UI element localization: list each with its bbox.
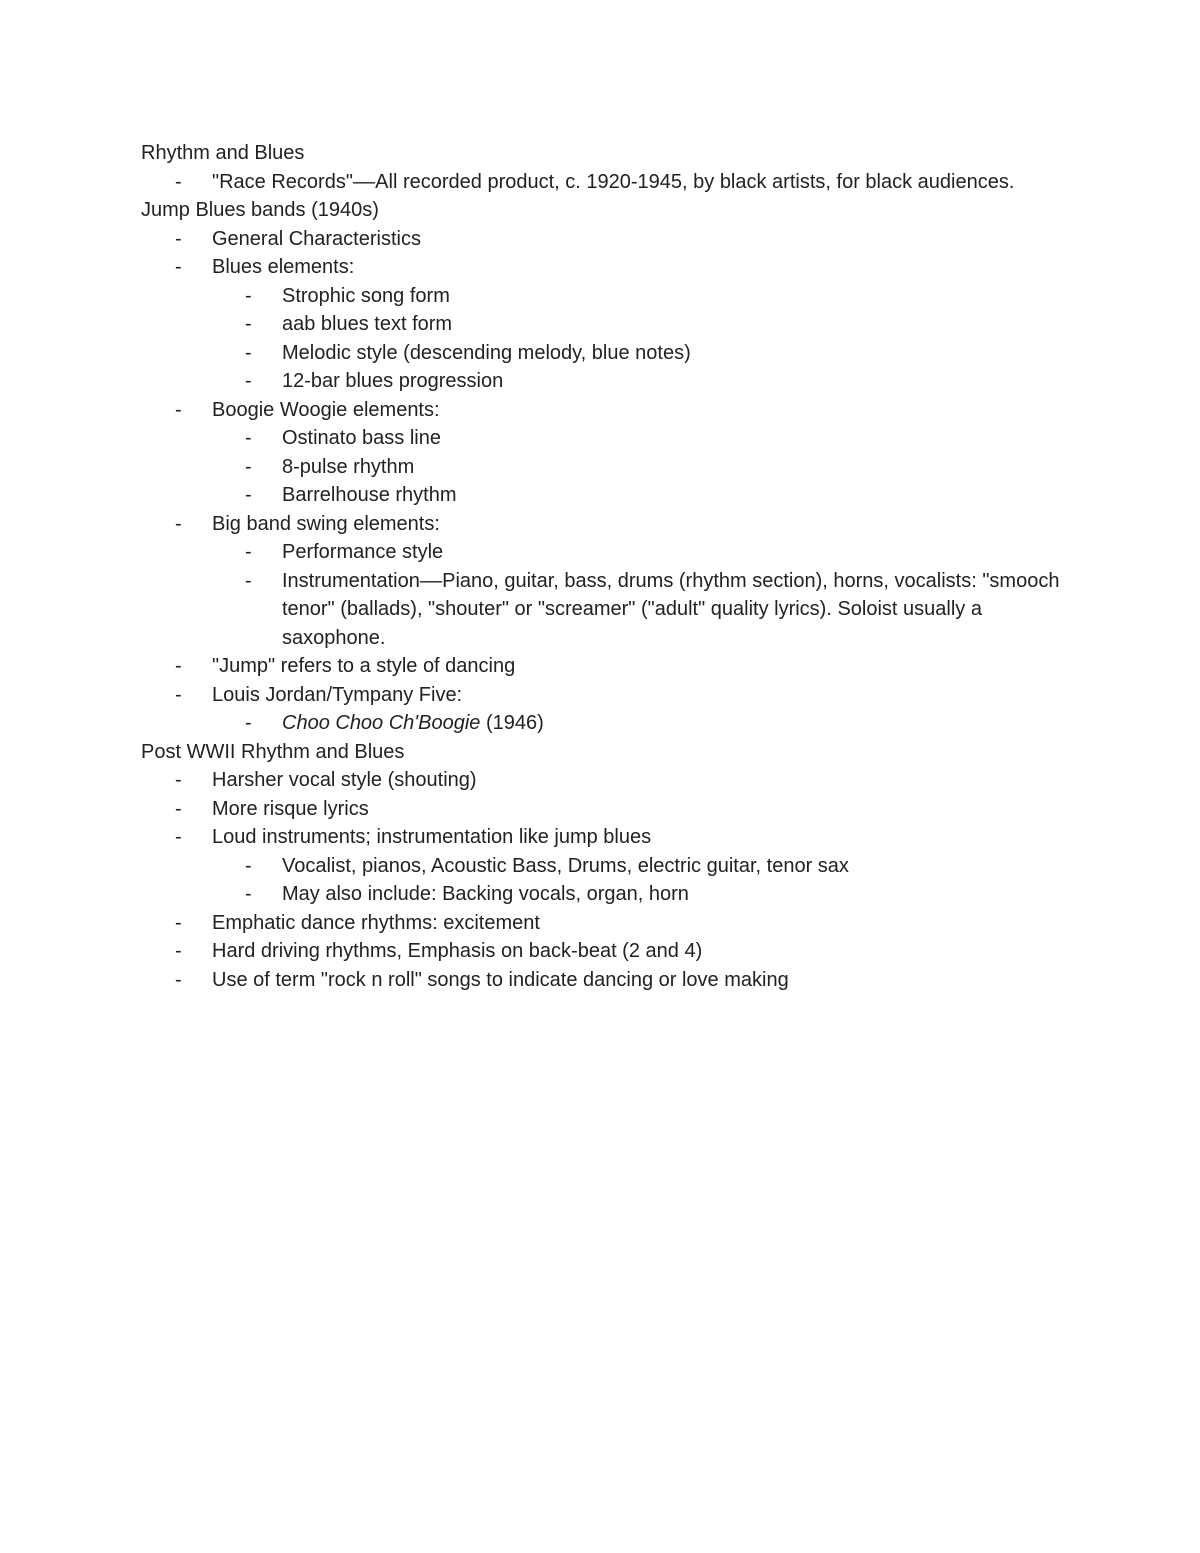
sub-bullet-list [141,282,1061,396]
list-item [141,396,1061,425]
dash-bullet-icon: - [175,940,182,962]
list-item [141,937,1061,966]
sub-list-item [141,852,1061,881]
list-item-text: Use of term "rock n roll" songs to indicate dancing or love making [212,968,789,991]
dash-bullet-icon: - [245,854,252,877]
sub-list-item-text: Instrumentation––Piano, guitar, bass, drums (rhythm section), horns, vocalists: "smooch tenor" (ballads), "shouter" or "screamer" ("adult" quality lyrics). Soloist usually a saxophone. [282,569,1060,649]
list-item [141,966,1061,995]
bullet-list [141,766,1061,994]
dash-bullet-icon: - [175,655,182,677]
list-item-text: "Jump" refers to a style of dancing [212,655,516,677]
list-item-text: Blues elements: [212,256,355,278]
dash-bullet-icon: - [245,455,252,478]
sub-list-item-text: Strophic song form [282,284,450,307]
dash-bullet-icon: - [245,541,252,563]
section-heading: Rhythm and Blues [141,142,305,164]
sub-list-item-text: aab blues text form [282,313,453,335]
sub-bullet-list [141,709,1061,738]
sub-list-item-text: Vocalist, pianos, Acoustic Bass, Drums, electric guitar, tenor sax [282,854,849,877]
section-post-wwii [141,738,1061,995]
dash-bullet-icon: - [245,883,252,905]
sub-list-item [141,481,1061,510]
sub-list-item-text: Melodic style (descending melody, blue notes) [282,341,691,364]
sub-bullet-list [141,424,1061,510]
bullet-list [141,225,1061,738]
sub-list-item-text: Barrelhouse rhythm [282,484,457,506]
list-item [141,168,1061,197]
dash-bullet-icon: - [245,569,252,592]
dash-bullet-icon: - [245,284,252,307]
list-item [141,795,1061,824]
list-item [141,510,1061,539]
dash-bullet-icon: - [175,256,182,278]
sub-list-item-text: 12-bar blues progression [282,370,504,392]
bullet-list [141,168,1061,197]
list-item-text: Emphatic dance rhythms: excitement [212,911,540,934]
list-item [141,253,1061,282]
dash-bullet-icon: - [175,769,182,791]
dash-bullet-icon: - [175,826,182,848]
sub-list-item-text: Performance style [282,541,444,563]
sublist-container [141,709,1061,738]
list-item-text: Louis Jordan/Tympany Five: [212,683,463,706]
dash-bullet-icon: - [175,398,182,421]
section-heading: Post WWII Rhythm and Blues [141,740,405,763]
sub-list-item [141,453,1061,482]
sub-list-item-text: Ostinato bass line [282,427,441,449]
dash-bullet-icon: - [245,484,252,506]
song-year: (1946) [480,712,544,734]
sublist-container [141,424,1061,510]
section-jump-blues [141,196,1061,738]
list-item [141,681,1061,710]
list-item-text: Big band swing elements: [212,512,440,535]
list-item [141,823,1061,852]
dash-bullet-icon: - [175,512,182,535]
dash-bullet-icon: - [245,370,252,392]
dash-bullet-icon: - [175,683,182,706]
sub-list-item [141,538,1061,567]
list-item-text: Loud instruments; instrumentation like jump blues [212,826,652,848]
sub-list-item [141,282,1061,311]
dash-bullet-icon: - [245,712,252,734]
list-item-text: Harsher vocal style (shouting) [212,769,477,791]
dash-bullet-icon: - [175,968,182,991]
sublist-container [141,538,1061,652]
section-rhythm-and-blues [141,139,1061,196]
document-page [141,139,1061,994]
section-heading: Jump Blues bands (1940s) [141,199,379,221]
list-item-text: More risque lyrics [212,797,369,820]
list-item [141,652,1061,681]
song-title: Choo Choo Ch'Boogie [282,712,481,734]
dash-bullet-icon: - [175,170,182,193]
list-item-text: "Race Records"––All recorded product, c. 1920-1945, by black artists, for black audiences. [212,170,1015,193]
sub-list-item-text: 8-pulse rhythm [282,455,415,478]
sub-list-item [141,880,1061,909]
sub-list-item-text: May also include: Backing vocals, organ, horn [282,883,689,905]
list-item-text: Boogie Woogie elements: [212,398,440,421]
sub-list-item [141,310,1061,339]
list-item [141,225,1061,254]
dash-bullet-icon: - [245,341,252,364]
sub-list-item [141,424,1061,453]
sub-list-item [141,367,1061,396]
sub-list-item [141,567,1061,653]
sub-bullet-list [141,852,1061,909]
dash-bullet-icon: - [175,227,182,250]
sublist-container [141,282,1061,396]
list-item [141,909,1061,938]
list-item-text: Hard driving rhythms, Emphasis on back-beat (2 and 4) [212,940,703,962]
dash-bullet-icon: - [175,797,182,820]
sub-list-item [141,339,1061,368]
sub-bullet-list [141,538,1061,652]
dash-bullet-icon: - [175,911,182,934]
sub-list-item [141,709,1061,738]
sublist-container [141,852,1061,909]
list-item [141,766,1061,795]
dash-bullet-icon: - [245,313,252,335]
list-item-text: General Characteristics [212,227,421,250]
dash-bullet-icon: - [245,427,252,449]
